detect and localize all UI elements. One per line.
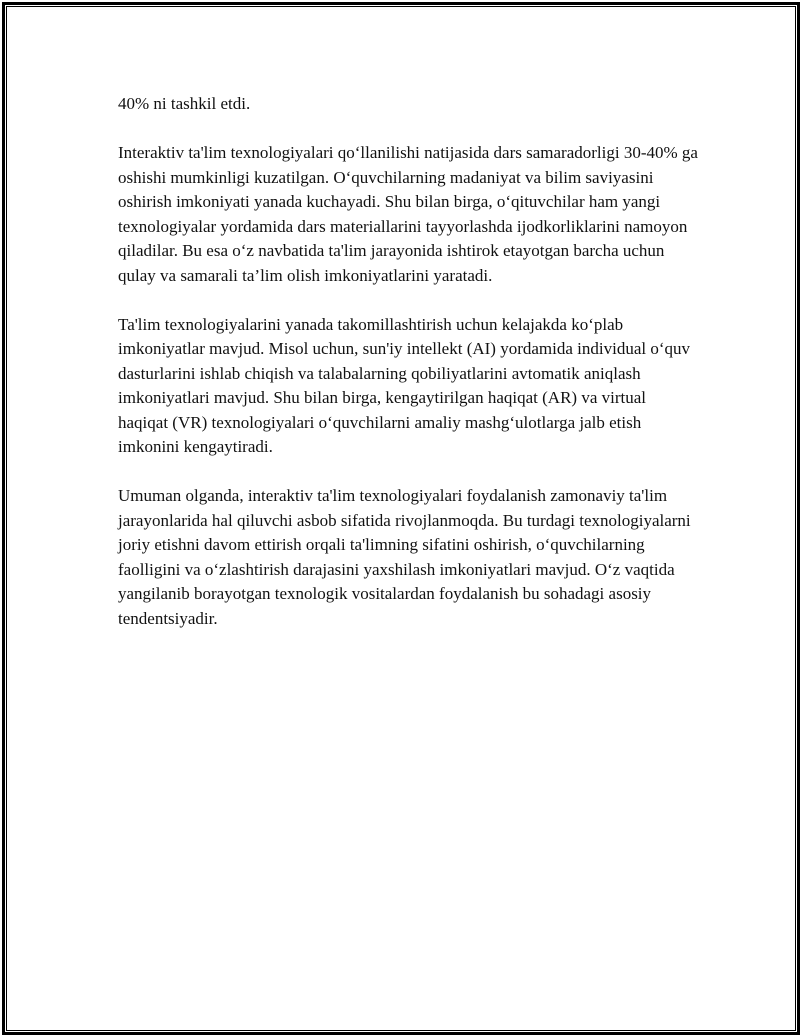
paragraph-continuation: 40% ni tashkil etdi. [118,94,251,113]
paragraph-effectiveness: Interaktiv ta'lim texnologiyalari qo‘llanilishi natijasida dars samaradorligi 30-40% ga oshishi mumkinligi kuzatilgan. O‘quvchilarning madaniyat va bilim saviyasini oshirish imkoniyati yanada kuchayadi. Shu bilan birga, o‘qituvchilar ham yangi texnologiyalar yordamida dars materiallarini tayyorlashda ijodkorliklarini namoyon qiladilar. Bu esa o‘z navbatida ta'lim jarayonida ishtirok etayotgan barcha uchun qulay va samarali ta’lim olish imkoniyatlarini yaratadi. [118,143,698,285]
paragraph-future-opportunities: Ta'lim texnologiyalarini yanada takomillashtirish uchun kelajakda ko‘plab imkoniyatlar mavjud. Misol uchun, sun'iy intellekt (AI) yordamida individual o‘quv dasturlarini ishlab chiqish va talabalarning qobiliyatlarini avtomatik aniqlash imkoniyatlari mavjud. Shu bilan birga, kengaytirilgan haqiqat (AR) va virtual haqiqat (VR) texnologiyalari o‘quvchilarni amaliy mashg‘ulotlarga jalb etish imkonini kengaytiradi. [118,314,690,456]
document-body [118,92,698,656]
paragraph-conclusion: Umuman olganda, interaktiv ta'lim texnologiyalari foydalanish zamonaviy ta'lim jarayonlarida hal qiluvchi asbob sifatida rivojlanmoqda. Bu turdagi texnologiyalarni joriy etishni davom ettirish orqali ta'limning sifatini oshirish, o‘quvchilarning faolligini va o‘zlashtirish darajasini yaxshilash imkoniyatlari mavjud. O‘z vaqtida yangilanib borayotgan texnologik vositalardan foydalanish bu sohadagi asosiy tendentsiyadir. [118,486,691,628]
